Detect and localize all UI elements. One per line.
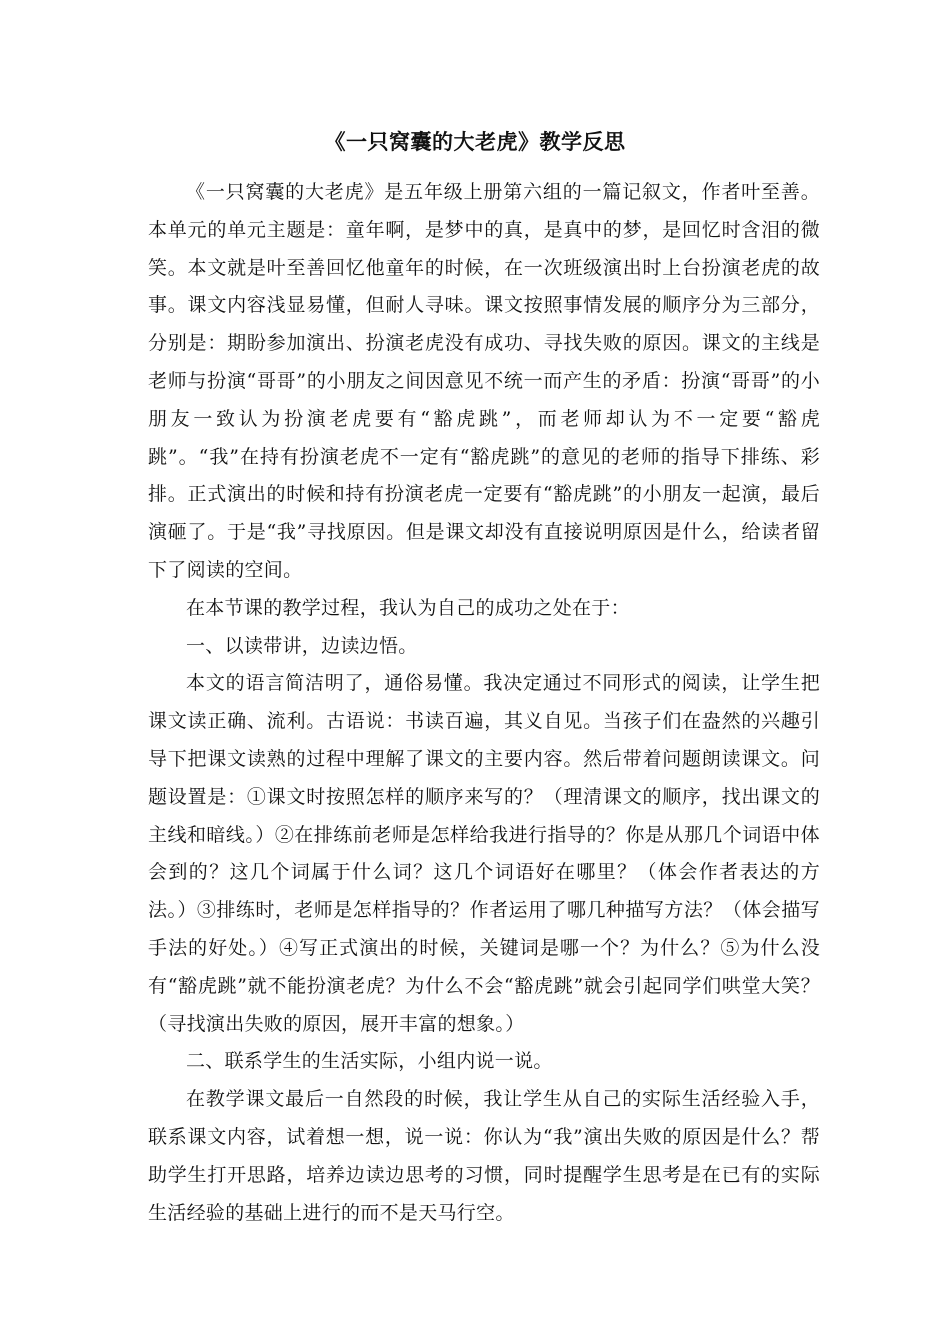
paragraph-intro: 《一只窝囊的大老虎》是五年级上册第六组的一篇记叙文，作者叶至善。本单元的单元主题是：童年啊，是梦中的真，是真中的梦，是回忆时含泪的微笑。本文就是叶至善回忆他童年的时候，在一次班级演出时上台扮演老虎的故事。课文内容浅显易懂，但耐人寻味。课文按照事情发展的顺序分为三部分，分别是：期盼参加演出、扮演老虎没有成功、寻找失败的原因。课文的主线是老师与扮演“哥哥”的小朋友之间因意见不统一而产生的矛盾：扮演“哥哥”的小朋友一致认为扮演老虎要有“豁虎跳”，而老师却认为不一定要“豁虎跳”。“我”在持有扮演老虎不一定有“豁虎跳”的意见的老师的指导下排练、彩排。正式演出的时候和持有扮演老虎一定要有“豁虎跳”的小朋友一起演，最后演砸了。于是“我”寻找原因。但是课文却没有直接说明原因是什么，给读者留下了阅读的空间。	[148, 181, 820, 581]
document-title: 《一只窝囊的大老虎》教学反思	[324, 129, 626, 154]
document-body	[148, 174, 820, 1232]
paragraph-life-connection: 在教学课文最后一自然段的时候，我让学生从自己的实际生活经验入手，联系课文内容，试着想一想，说一说：你认为“我”演出失败的原因是什么？帮助学生打开思路，培养边读边思考的习惯，同时提醒学生思考是在已有的实际生活经验的基础上进行的而不是天马行空。	[148, 1088, 820, 1224]
section-heading-2: 二、联系学生的生活实际，小组内说一说。	[186, 1050, 553, 1073]
section-heading-1: 一、以读带讲，边读边悟。	[186, 634, 418, 657]
paragraph-success-points: 在本节课的教学过程，我认为自己的成功之处在于：	[186, 596, 630, 619]
paragraph-reading-method: 本文的语言简洁明了，通俗易懂。我决定通过不同形式的阅读，让学生把课文读正确、流利。古语说：书读百遍，其义自见。当孩子们在盎然的兴趣引导下把课文读熟的过程中理解了课文的主要内容。然后带着问题朗读课文。问题设置是：①课文时按照怎样的顺序来写的？（理清课文的顺序，找出课文的主线和暗线。）②在排练前老师是怎样给我进行指导的？你是从那几个词语中体会到的？这几个词属于什么词？这几个词语好在哪里？（体会作者表达的方法。）③排练时，老师是怎样指导的？作者运用了哪几种描写方法？（体会描写手法的好处。）④写正式演出的时候，关键词是哪一个？为什么？⑤为什么没有“豁虎跳”就不能扮演老虎？为什么不会“豁虎跳”就会引起同学们哄堂大笑？（寻找演出失败的原因，展开丰富的想象。）	[148, 672, 820, 1035]
